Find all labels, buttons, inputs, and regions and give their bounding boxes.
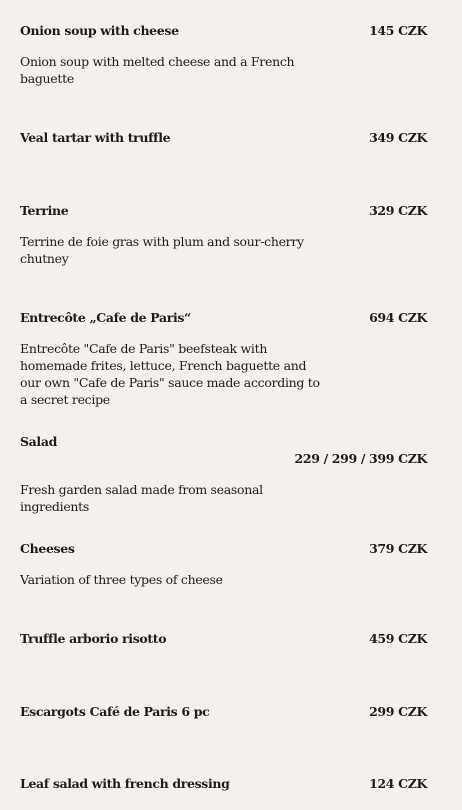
menu-item-description: Variation of three types of cheese [20,572,223,587]
menu-item-price: 379 CZK [369,541,427,556]
menu-item-name: Leaf salad with french dressing [20,776,230,791]
menu-item-price: 145 CZK [369,23,427,38]
menu-item-price: 299 CZK [369,704,427,719]
menu-item-description: Entrecôte "Cafe de Paris" beefsteak with homemade frites, lettuce, French baguette and our own "Cafe de Paris" sauce made according to a secret recipe [20,341,320,407]
menu-item-risotto [20,630,427,648]
menu-item-name: Onion soup with cheese [20,23,179,38]
menu-item-name: Entrecôte „Cafe de Paris“ [20,310,191,325]
menu-item-price: 329 CZK [369,203,427,218]
menu-item-price: 124 CZK [369,776,427,791]
menu-item-terrine [20,202,427,266]
menu-item-description: Fresh garden salad made from seasonal ingredients [20,482,263,514]
menu-item-price: 229 / 299 / 399 CZK [294,451,427,466]
menu-item-name: Terrine [20,203,69,218]
menu-item-cheeses [20,540,427,587]
menu-item-veal-tartar [20,129,427,147]
menu-item-escargots [20,703,427,721]
menu-item-onion-soup [20,22,427,86]
menu-item-price: 349 CZK [369,130,427,145]
menu-item-name: Veal tartar with truffle [20,130,171,145]
menu-item-price: 694 CZK [369,310,427,325]
menu-item-name: Cheeses [20,541,75,556]
menu-item-name: Salad [20,434,57,449]
menu-item-price: 459 CZK [369,631,427,646]
menu-item-description: Terrine de foie gras with plum and sour-cherry chutney [20,234,304,266]
menu-item-name: Truffle arborio risotto [20,631,167,646]
menu-item-salad [20,433,427,514]
menu-item-leaf-salad [20,775,427,793]
menu-item-description: Onion soup with melted cheese and a French baguette [20,54,295,86]
menu-item-entrecote [20,309,427,407]
menu-item-name: Escargots Café de Paris 6 pc [20,704,210,719]
